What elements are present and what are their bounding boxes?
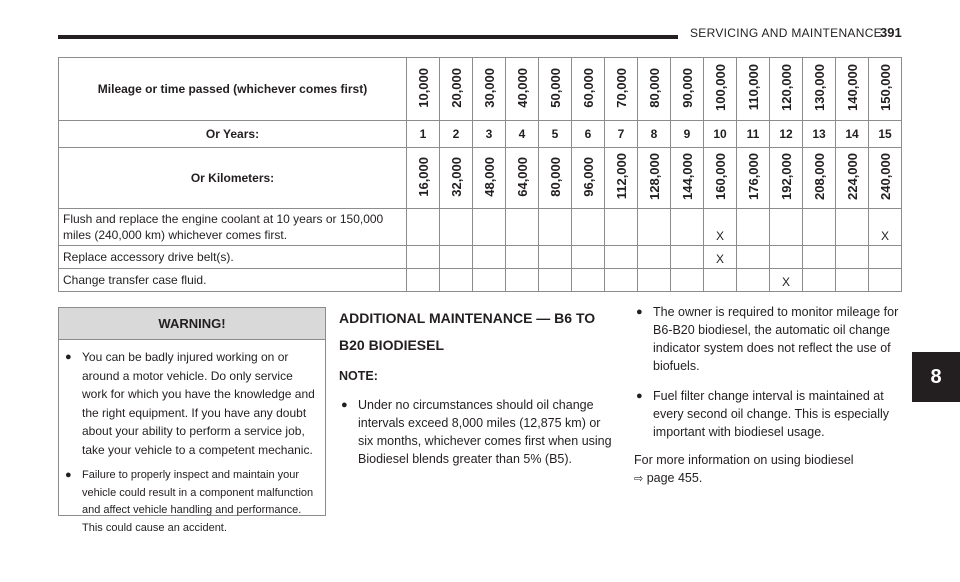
year-cell: 15 xyxy=(869,121,902,148)
schedule-mark-cell xyxy=(836,246,869,269)
schedule-mark-cell xyxy=(770,209,803,246)
list-item xyxy=(339,396,619,468)
schedule-mark-cell xyxy=(605,246,638,269)
schedule-mark-cell xyxy=(440,269,473,292)
schedule-mark-cell xyxy=(803,246,836,269)
table-row xyxy=(59,269,902,292)
interval-value: 192,000 xyxy=(778,153,794,200)
header-cell xyxy=(836,58,869,121)
schedule-mark-cell xyxy=(539,246,572,269)
header-cell xyxy=(869,58,902,121)
year-cell: 3 xyxy=(473,121,506,148)
warning-box xyxy=(58,307,326,534)
mileage-header-row xyxy=(59,58,902,121)
interval-value: 48,000 xyxy=(481,156,497,197)
running-header-title: SERVICING AND MAINTENANCE xyxy=(690,26,882,40)
bullet-icon: ● xyxy=(65,351,72,363)
interval-value: 208,000 xyxy=(811,153,827,200)
header-rule xyxy=(58,35,678,39)
note-list xyxy=(339,396,619,468)
years-header-row xyxy=(59,121,902,148)
more-info-paragraph xyxy=(634,451,906,488)
interval-value: 80,000 xyxy=(646,67,662,108)
year-cell: 4 xyxy=(506,121,539,148)
schedule-mark-cell xyxy=(605,209,638,246)
interval-value: 50,000 xyxy=(547,67,563,108)
header-cell xyxy=(605,148,638,209)
schedule-mark-cell xyxy=(737,209,770,246)
schedule-mark-cell xyxy=(770,246,803,269)
schedule-mark-cell xyxy=(440,246,473,269)
header-cell xyxy=(473,58,506,121)
schedule-mark-cell xyxy=(638,209,671,246)
schedule-mark-cell xyxy=(869,246,902,269)
list-item xyxy=(634,303,906,375)
biodiesel-section xyxy=(339,305,619,480)
interval-value: 20,000 xyxy=(448,67,464,108)
schedule-mark-cell xyxy=(803,269,836,292)
schedule-mark-cell xyxy=(572,209,605,246)
section-title xyxy=(339,305,619,359)
interval-value: 140,000 xyxy=(844,64,860,111)
schedule-mark-cell: X xyxy=(704,246,737,269)
table-row xyxy=(59,246,902,269)
mileage-label: Mileage or time passed (whichever comes first) xyxy=(59,58,407,121)
schedule-mark-cell xyxy=(440,209,473,246)
note-label: NOTE: xyxy=(339,369,378,383)
header-cell xyxy=(506,148,539,209)
year-cell: 9 xyxy=(671,121,704,148)
interval-value: 80,000 xyxy=(547,156,563,197)
year-cell: 12 xyxy=(770,121,803,148)
year-cell: 6 xyxy=(572,121,605,148)
header-cell xyxy=(704,58,737,121)
header-cell xyxy=(671,58,704,121)
interval-value: 64,000 xyxy=(514,156,530,197)
header-cell xyxy=(770,58,803,121)
kilometers-header-row xyxy=(59,148,902,209)
interval-value: 70,000 xyxy=(613,67,629,108)
header-cell xyxy=(704,148,737,209)
header-cell xyxy=(671,148,704,209)
schedule-mark-cell xyxy=(671,269,704,292)
header-cell xyxy=(539,58,572,121)
schedule-mark-cell xyxy=(407,246,440,269)
header-cell xyxy=(737,148,770,209)
bullet-icon: ● xyxy=(636,390,643,402)
interval-value: 240,000 xyxy=(877,153,893,200)
interval-value: 120,000 xyxy=(778,64,794,111)
schedule-mark-cell xyxy=(638,246,671,269)
interval-value: 130,000 xyxy=(811,64,827,111)
interval-value: 16,000 xyxy=(415,156,431,197)
schedule-mark-cell xyxy=(539,269,572,292)
interval-value: 128,000 xyxy=(646,153,662,200)
header-cell xyxy=(473,148,506,209)
bullet-icon: ● xyxy=(636,306,643,318)
interval-value: 30,000 xyxy=(481,67,497,108)
interval-value: 60,000 xyxy=(580,67,596,108)
year-cell: 5 xyxy=(539,121,572,148)
schedule-mark-cell xyxy=(803,209,836,246)
schedule-mark-cell xyxy=(836,209,869,246)
schedule-mark-cell xyxy=(572,269,605,292)
schedule-mark-cell xyxy=(506,209,539,246)
warning-title: WARNING! xyxy=(59,308,325,340)
note-text: Fuel filter change interval is maintained at every second oil change. This is especially important with biodiesel usage. xyxy=(653,389,890,439)
note-list xyxy=(634,303,906,441)
year-cell: 11 xyxy=(737,121,770,148)
schedule-mark-cell xyxy=(473,209,506,246)
schedule-mark-cell xyxy=(506,269,539,292)
header-cell xyxy=(869,148,902,209)
header-cell xyxy=(638,58,671,121)
interval-value: 144,000 xyxy=(679,153,695,200)
schedule-mark-cell xyxy=(836,269,869,292)
header-cell xyxy=(407,148,440,209)
schedule-mark-cell: X xyxy=(770,269,803,292)
schedule-mark-cell: X xyxy=(704,209,737,246)
header-cell xyxy=(770,148,803,209)
schedule-mark-cell xyxy=(737,269,770,292)
header-cell xyxy=(506,58,539,121)
schedule-mark-cell xyxy=(869,269,902,292)
schedule-mark-cell xyxy=(605,269,638,292)
year-cell: 1 xyxy=(407,121,440,148)
warning-text: You can be badly injured working on or around a motor vehicle. Do only service work for which you have the knowledge and the right equipment. If you have any doubt about your ability to perform a service job, take your vehicle to a competent mechanic. xyxy=(82,350,315,457)
list-item xyxy=(63,467,319,537)
year-cell: 8 xyxy=(638,121,671,148)
year-cell: 13 xyxy=(803,121,836,148)
header-cell xyxy=(407,58,440,121)
note-text: The owner is required to monitor mileage for B6-B20 biodiesel, the automatic oil change indicator system does not reflect the use of biofuels. xyxy=(653,305,899,373)
note-text: Under no circumstances should oil change intervals exceed 8,000 miles (12,875 km) or six months, whichever comes first when using Biodiesel blends greater than 5% (B5). xyxy=(358,398,612,466)
section-title-line: B20 BIODIESEL xyxy=(339,337,445,353)
schedule-mark-cell xyxy=(473,269,506,292)
schedule-mark-cell xyxy=(671,209,704,246)
header-cell xyxy=(836,148,869,209)
interval-value: 176,000 xyxy=(745,153,761,200)
schedule-mark-cell xyxy=(572,246,605,269)
interval-value: 32,000 xyxy=(448,156,464,197)
schedule-mark-cell xyxy=(473,246,506,269)
bullet-icon: ● xyxy=(341,399,348,411)
years-label: Or Years: xyxy=(59,121,407,148)
interval-value: 150,000 xyxy=(877,64,893,111)
interval-value: 110,000 xyxy=(745,64,761,111)
header-cell xyxy=(539,148,572,209)
header-cell xyxy=(638,148,671,209)
schedule-mark-cell xyxy=(407,209,440,246)
page-reference-link[interactable]: page 455. xyxy=(646,471,703,485)
schedule-mark-cell xyxy=(407,269,440,292)
schedule-mark-cell xyxy=(506,246,539,269)
table-row xyxy=(59,209,902,246)
schedule-mark-cell xyxy=(704,269,737,292)
schedule-mark-cell xyxy=(737,246,770,269)
service-description: Flush and replace the engine coolant at 10 years or 150,000 miles (240,000 km) whichever comes first. xyxy=(59,209,407,246)
bullet-icon: ● xyxy=(65,469,72,481)
interval-value: 96,000 xyxy=(580,156,596,197)
page-reference-arrow-icon: ⇨ xyxy=(634,473,644,485)
interval-value: 90,000 xyxy=(679,67,695,108)
page-number: 391 xyxy=(880,25,902,40)
header-cell xyxy=(803,148,836,209)
interval-value: 224,000 xyxy=(844,153,860,200)
more-info-text: For more information on using biodiesel xyxy=(634,453,854,467)
biodiesel-section-continued xyxy=(634,303,906,488)
schedule-mark-cell: X xyxy=(869,209,902,246)
header-cell xyxy=(440,148,473,209)
service-description: Change transfer case fluid. xyxy=(59,269,407,292)
header-cell xyxy=(803,58,836,121)
header-cell xyxy=(737,58,770,121)
year-cell: 14 xyxy=(836,121,869,148)
warning-text: Failure to properly inspect and maintain your vehicle could result in a component malfunction and affect vehicle handling and performance. This could cause an accident. xyxy=(82,469,314,534)
header-cell xyxy=(572,58,605,121)
interval-value: 112,000 xyxy=(613,153,629,200)
schedule-mark-cell xyxy=(671,246,704,269)
year-cell: 2 xyxy=(440,121,473,148)
chapter-tab[interactable]: 8 xyxy=(912,352,960,402)
maintenance-schedule-table xyxy=(58,57,902,292)
year-cell: 7 xyxy=(605,121,638,148)
kilometers-label: Or Kilometers: xyxy=(59,148,407,209)
schedule-mark-cell xyxy=(638,269,671,292)
list-item xyxy=(634,387,906,441)
interval-value: 100,000 xyxy=(712,64,728,111)
warning-list xyxy=(59,340,325,537)
list-item xyxy=(63,348,319,459)
interval-value: 160,000 xyxy=(712,153,728,200)
interval-value: 10,000 xyxy=(415,67,431,108)
interval-value: 40,000 xyxy=(514,67,530,108)
service-description: Replace accessory drive belt(s). xyxy=(59,246,407,269)
header-cell xyxy=(440,58,473,121)
header-cell xyxy=(572,148,605,209)
section-title-line: ADDITIONAL MAINTENANCE — B6 TO xyxy=(339,310,596,326)
schedule-mark-cell xyxy=(539,209,572,246)
header-cell xyxy=(605,58,638,121)
year-cell: 10 xyxy=(704,121,737,148)
